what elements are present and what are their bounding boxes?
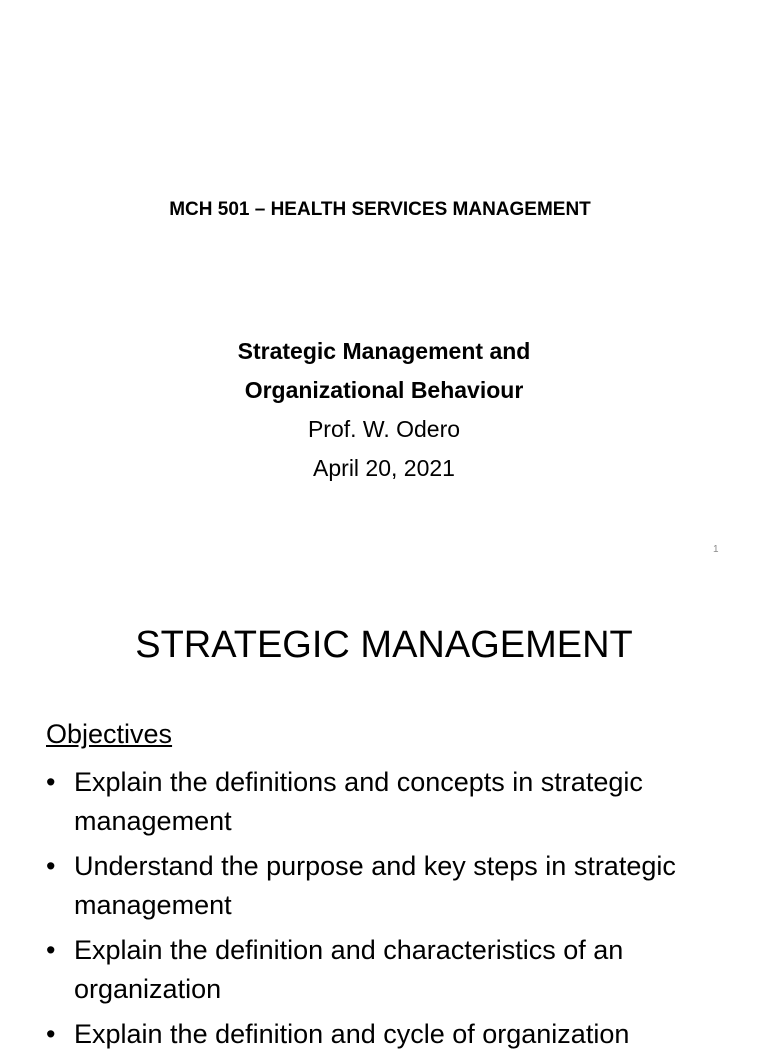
objectives-label: Objectives [46,719,173,749]
bullet-icon: • [46,851,56,881]
course-title: MCH 501 – HEALTH SERVICES MANAGEMENT [169,199,591,220]
bullet-text: Understand the purpose and key steps in strategic management [74,851,676,920]
objectives-list [46,763,736,1060]
presenter-name: Prof. W. Odero [307,416,461,442]
list-item [46,763,736,841]
bullet-icon: • [46,1019,56,1049]
bullet-icon: • [46,767,56,797]
page-number: 1 [713,544,719,555]
list-item [46,847,736,925]
presentation-date: April 20, 2021 [313,455,455,481]
bullet-text: Explain the definitions and concepts in strategic management [74,767,643,836]
list-item [46,1015,736,1054]
slide-heading: STRATEGIC MANAGEMENT [135,624,633,666]
objectives-slide [0,576,768,1049]
bullet-text: Explain the definition and characteristics of an organization [74,935,624,1004]
bullet-icon: • [46,935,56,965]
subtitle-line-1: Strategic Management and [237,338,531,364]
list-item [46,931,736,1009]
subtitle-line-2: Organizational Behaviour [244,377,524,403]
bullet-text: Explain the definition and cycle of organization [74,1019,630,1049]
subtitle-block [0,332,768,488]
